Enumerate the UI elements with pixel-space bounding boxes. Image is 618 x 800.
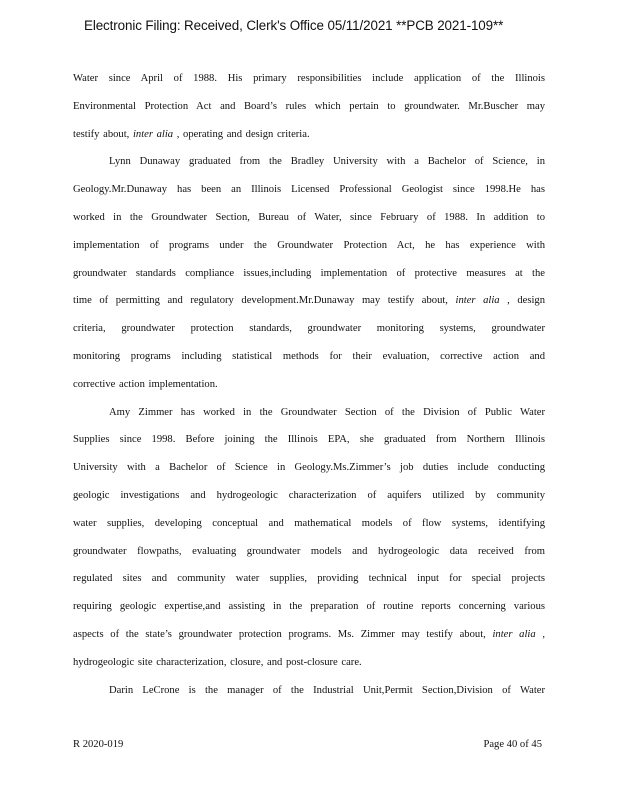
page-number: Page 40 of 45: [483, 739, 542, 750]
body-line: Darin LeCrone is the manager of the Industrial Unit,Permit Section,Division of Water: [109, 684, 545, 696]
body-line: University with a Bachelor of Science in Geology.Ms.Zimmer’s job duties include conducting: [73, 462, 545, 474]
body-line: implementation of programs under the Groundwater Protection Act, he has experience with: [73, 239, 545, 251]
body-line: Lynn Dunaway graduated from the Bradley University with a Bachelor of Science, in: [109, 156, 545, 168]
body-line: Environmental Protection Act and Board’s rules which pertain to groundwater. Mr.Buscher may: [73, 100, 545, 112]
body-line: Water since April of 1988. His primary responsibilities include application of the Illinois: [73, 73, 545, 84]
body-line: worked in the Groundwater Section, Bureau of Water, since February of 1988. In addition to: [73, 211, 545, 223]
body-line: corrective action implementation.: [73, 378, 218, 390]
body-line: criteria, groundwater protection standards, groundwater monitoring systems, groundwater: [73, 323, 545, 335]
body-line: hydrogeologic site characterization, closure, and post-closure care.: [73, 656, 362, 668]
body-line: testify about, inter alia , operating and design criteria.: [73, 128, 310, 140]
body-line: time of permitting and regulatory development.Mr.Dunaway may testify about, inter alia , design: [73, 295, 545, 307]
body-line: geologic investigations and hydrogeologic characterization of aquifers utilized by community: [73, 489, 545, 501]
body-line: monitoring programs including statistical methods for their evaluation, corrective action and: [73, 350, 545, 362]
body-line: Geology.Mr.Dunaway has been an Illinois Licensed Professional Geologist since 1998.He has: [73, 184, 545, 196]
body-line: aspects of the state’s groundwater protection programs. Ms. Zimmer may testify about, inter alia ,: [73, 628, 545, 640]
body-line: groundwater flowpaths, evaluating groundwater models and hydrogeologic data received from: [73, 545, 545, 557]
body-line: regulated sites and community water supplies, providing technical input for special projects: [73, 573, 545, 585]
body-line: Supplies since 1998. Before joining the Illinois EPA, she graduated from Northern Illinois: [73, 434, 545, 446]
body-line: groundwater standards compliance issues,including implementation of protective measures at the: [73, 267, 545, 279]
body-line: requiring geologic expertise,and assisting in the preparation of routine reports concerning various: [73, 601, 545, 613]
filing-stamp: Electronic Filing: Received, Clerk's Office 05/11/2021 **PCB 2021-109**: [84, 18, 504, 33]
docket-number: R 2020-019: [73, 739, 124, 750]
body-line: water supplies, developing conceptual and mathematical models of flow systems, identifying: [73, 517, 545, 529]
body-line: Amy Zimmer has worked in the Groundwater Section of the Division of Public Water: [109, 406, 545, 418]
document-body: [73, 70, 545, 709]
